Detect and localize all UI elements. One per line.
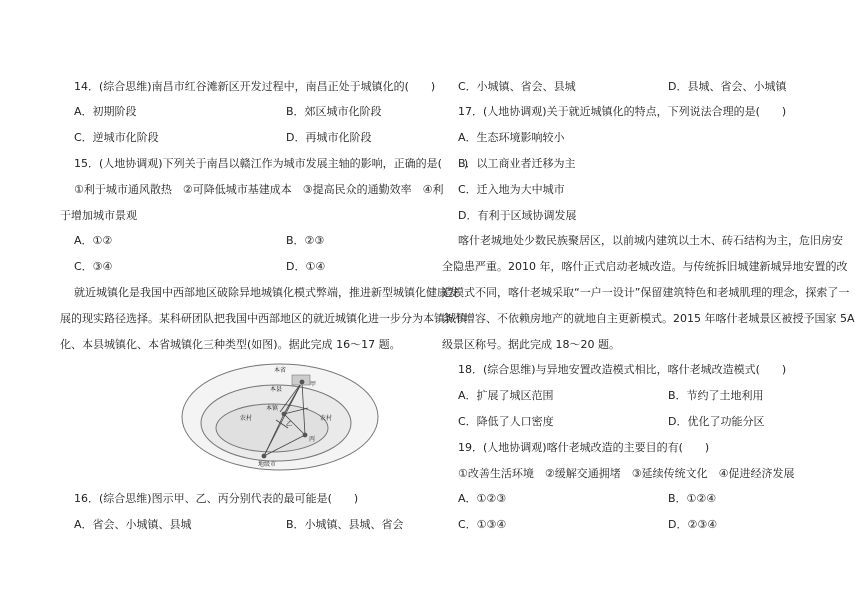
q18-option-c: C．降低了人口密度 [458,415,554,428]
q18-option-b: B．节约了土地利用 [668,389,764,402]
q19-items: ①改善生活环境 ②缓解交通拥堵 ③延续传统文化 ④促进经济发展 [458,467,795,480]
urbanization-diagram [180,362,380,472]
passage1-line2: 展的现实路径选择。某科研团队把我国中西部地区的就近城镇化进一步分为本镇城镇 [60,312,467,325]
q15-option-d: D．①④ [286,260,326,273]
q16-option-b: B．小城镇、县城、省会 [286,518,404,531]
label-jia: 甲 [310,381,317,388]
label-nongcun-left: 农村 [240,415,253,422]
q18-option-d: D．优化了功能分区 [668,415,765,428]
q19-option-c: C．①③④ [458,518,507,531]
passage2-line2: 全隐患严重。2010 年，喀什正式启动老城改造。与传统拆旧城建新城异地安置的改 [442,260,848,273]
q17-option-d: D．有利于区域协调发展 [458,209,577,222]
q17-option-a: A．生态环境影响较小 [458,131,565,144]
q14-option-b: B．郊区城市化阶段 [286,105,382,118]
q17-stem: 17．(人地协调观)关于就近城镇化的特点，下列说法合理的是( ) [458,105,787,118]
q19-option-b: B．①②④ [668,492,717,505]
q15-option-b: B．②③ [286,234,325,247]
q14-option-d: D．再城市化阶段 [286,131,372,144]
passage2-line1: 喀什老城地处少数民族聚居区，以前城内建筑以土木、砖石结构为主，危旧房安 [458,234,843,247]
q14-stem: 14．(综合思维)南昌市红谷滩新区开发过程中，南昌正处于城镇化的( ) [74,80,436,93]
q14-option-a: A．初期阶段 [74,105,137,118]
q19-stem: 19．(人地协调观)喀什老城改造的主要目的有( ) [458,441,710,454]
q15-items-line1: ①利于城市通风散热 ②可降低城市基建成本 ③提高民众的通勤效率 ④利 [74,183,444,196]
passage1-line3: 化、本县城镇化、本省城镇化三种类型(如图)。据此完成 16～17 题。 [60,338,401,351]
q17-option-b: B．以工商业者迁移为主 [458,157,576,170]
q19-option-d: D．②③④ [668,518,718,531]
q15-stem: 15．(人地协调观)下列关于南昌以赣江作为城市发展主轴的影响，正确的是( ) [74,157,469,170]
label-yi: 乙 [286,421,293,428]
q16-option-c: C．小城镇、省会、县城 [458,80,576,93]
ring-county-label: 本县 [269,386,283,393]
q14-option-c: C．逆城市化阶段 [74,131,159,144]
q16-option-d: D．县城、省会、小城镇 [668,80,787,93]
q15-items-line2: 于增加城市景观 [60,209,137,222]
q16-option-a: A．省会、小城镇、县城 [74,518,192,531]
ring-town-label: 本镇 [265,405,279,412]
ring-province-label: 本省 [273,367,287,374]
passage1-line1: 就近城镇化是我国中西部地区破除异地城镇化模式弊端，推进新型城镇化健康发 [74,286,459,299]
passage2-line3: 造模式不同，喀什老城采取“一户一设计”保留建筑特色和老城肌理的理念，探索了一 [442,286,850,299]
q15-option-a: A．①② [74,234,113,247]
label-bing: 丙 [309,436,316,443]
q19-option-a: A．①②③ [458,492,507,505]
q16-stem: 16．(综合思维)图示甲、乙、丙分别代表的最可能是( ) [74,492,359,505]
q15-option-c: C．③④ [74,260,113,273]
label-nongcun-right: 农村 [320,415,333,422]
passage2-line4: 条不增容、不依赖房地产的就地自主更新模式。2015 年喀什老城景区被授予国家 5A [442,312,855,325]
passage2-line5: 级景区称号。据此完成 18～20 题。 [442,338,620,351]
q18-stem: 18．(综合思维)与异地安置改造模式相比，喀什老城改造模式( ) [458,363,787,376]
q17-option-c: C．迁入地为大中城市 [458,183,565,196]
label-difangshi: 地级市 [258,461,277,468]
q18-option-a: A．扩展了城区范围 [458,389,554,402]
